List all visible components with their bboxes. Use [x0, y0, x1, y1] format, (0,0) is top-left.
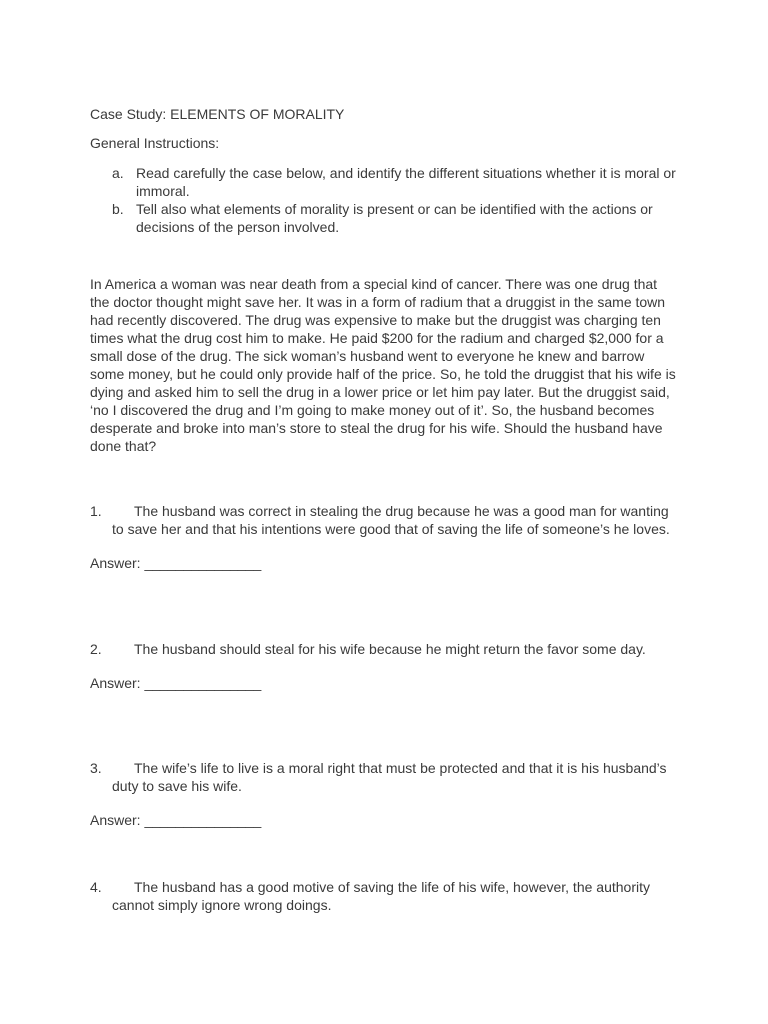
question-number: 4.	[90, 879, 102, 895]
question-number: 3.	[90, 760, 102, 776]
question-number: 1.	[90, 503, 102, 519]
question-text-block	[90, 878, 680, 914]
instruction-marker: b.	[112, 201, 124, 217]
instruction-text: Tell also what elements of morality is present or can be identified with the actions or decisions of the person involved.	[136, 201, 653, 235]
question-item	[90, 640, 680, 692]
case-paragraph: In America a woman was near death from a special kind of cancer. There was one drug that the doctor thought might save her. It was in a form of radium that a druggist in the same town had recently discovered. The drug was expensive to make but the druggist was charging ten times what the drug cost him to make. He paid $200 for the radium and charged $2,000 for a small dose of the drug. The sick woman’s husband went to everyone he knew and barrow some money, but he could only provide half of the price. So, he told the druggist that his wife is dying and asked him to sell the drug in a lower price or let him pay later. But the druggist said, ‘no I discovered the drug and I’m going to make money out of it’. So, the husband becomes desperate and broke into man’s store to steal the drug for his wife. Should the husband have done that?	[90, 276, 676, 454]
instructions-list	[90, 164, 690, 236]
question-text: The wife’s life to live is a moral right that must be protected and that it is his husband’s duty to save his wife.	[112, 760, 667, 794]
question-text: The husband has a good motive of saving the life of his wife, however, the authority cannot simply ignore wrong doings.	[112, 879, 650, 913]
instruction-text: Read carefully the case below, and identify the different situations whether it is moral or immoral.	[136, 165, 676, 199]
document-title: Case Study: ELEMENTS OF MORALITY	[90, 106, 345, 122]
instruction-marker: a.	[112, 165, 124, 181]
answer-line: Answer: _______________	[90, 812, 262, 828]
question-text-block	[90, 502, 680, 538]
answer-line: Answer: _______________	[90, 675, 262, 691]
question-item	[90, 759, 680, 829]
instruction-item	[90, 164, 690, 200]
question-item	[90, 502, 680, 572]
instruction-item	[90, 200, 690, 236]
question-text: The husband was correct in stealing the drug because he was a good man for wanting to save her and that his intentions were good that of saving the life of someone’s he loves.	[112, 503, 670, 537]
question-text-block	[90, 640, 680, 658]
question-item	[90, 878, 680, 914]
question-text-block	[90, 759, 680, 795]
instructions-heading: General Instructions:	[90, 135, 220, 151]
question-number: 2.	[90, 641, 102, 657]
answer-line: Answer: _______________	[90, 555, 262, 571]
question-text: The husband should steal for his wife because he might return the favor some day.	[134, 641, 646, 657]
